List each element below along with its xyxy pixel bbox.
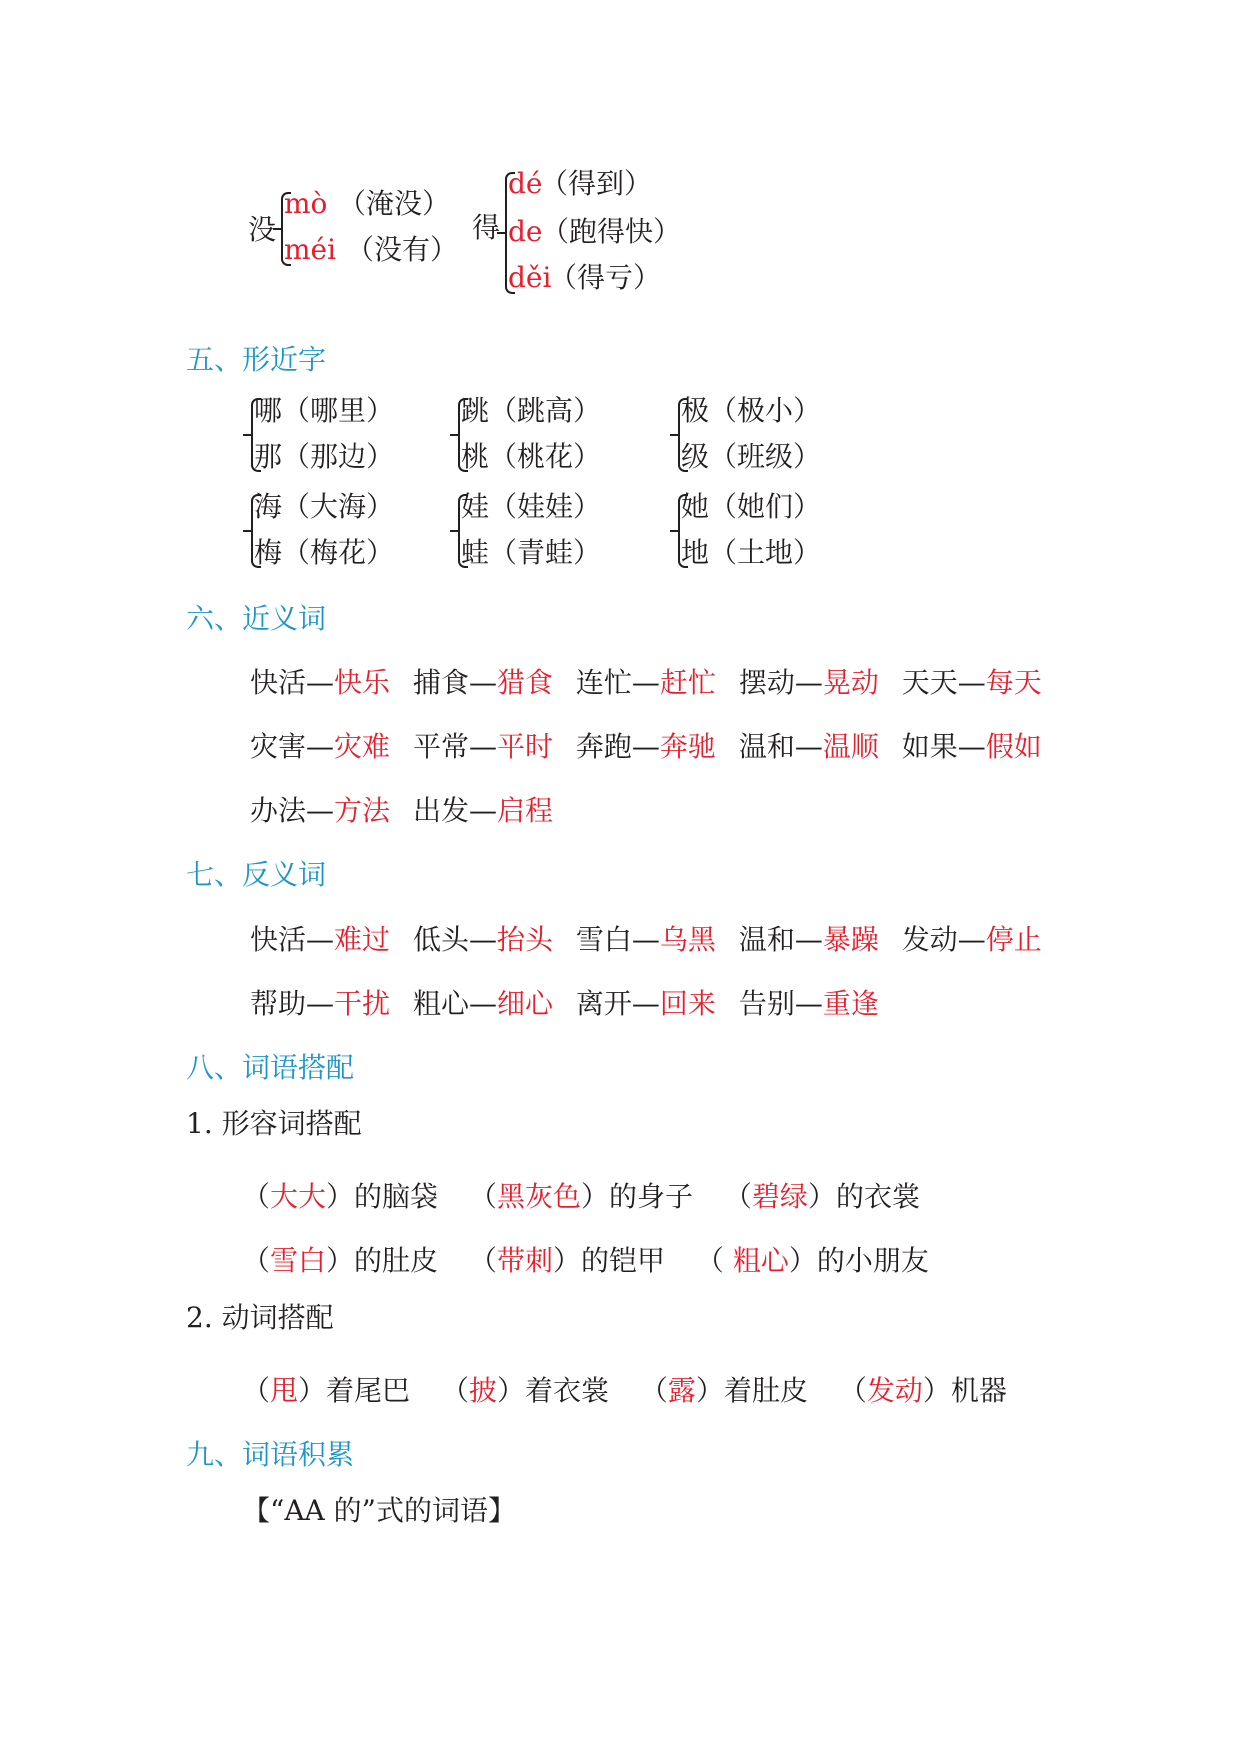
word-pair xyxy=(902,661,1042,701)
answer: 晃动 xyxy=(822,666,879,699)
answer: 干扰 xyxy=(334,987,391,1020)
collocation: （发动）机器 xyxy=(838,1374,1007,1407)
word: 如果— xyxy=(901,730,986,763)
similar-char-item: 蛙（青蛙） xyxy=(461,536,602,569)
word: 出发— xyxy=(412,794,497,827)
answer: 乌黑 xyxy=(659,923,716,956)
similar-char-item: 她（她们） xyxy=(681,490,822,523)
synonym-row xyxy=(250,661,1056,701)
collocation: （露）着肚皮 xyxy=(639,1374,808,1407)
word-pair xyxy=(250,982,390,1022)
word: 平常— xyxy=(412,730,497,763)
similar-char-item: 跳（跳高） xyxy=(461,394,602,427)
similar-char-item: 级（班级） xyxy=(681,440,822,473)
collocation: （大大）的脑袋 xyxy=(242,1180,439,1213)
synonym-row xyxy=(250,725,1056,765)
collocation: （碧绿）的衣裳 xyxy=(723,1180,920,1213)
collocation-row xyxy=(242,1239,943,1279)
answer: 披 xyxy=(468,1374,497,1407)
similar-char-item: 那（那边） xyxy=(254,440,395,473)
polyphone-char-de: 得 xyxy=(472,211,501,244)
word-pair xyxy=(413,918,553,958)
similar-char-item: 梅（梅花） xyxy=(254,536,395,569)
word-pair xyxy=(250,918,390,958)
example-word: （得到） xyxy=(540,167,653,200)
section-title: 九、词语积累 xyxy=(186,1438,355,1471)
section-title: 六、近义词 xyxy=(186,602,327,635)
similar-char-item: 极（极小） xyxy=(681,394,822,427)
answer: 每天 xyxy=(985,666,1042,699)
collocation: （甩）着尾巴 xyxy=(242,1374,411,1407)
answer: 停止 xyxy=(985,923,1042,956)
answer: 露 xyxy=(667,1374,696,1407)
word: 连忙— xyxy=(575,666,660,699)
word: 低头— xyxy=(412,923,497,956)
answer: 发动 xyxy=(866,1374,923,1407)
collocation-row xyxy=(242,1369,1021,1409)
word: 温和— xyxy=(738,730,823,763)
answer: 灾难 xyxy=(334,730,391,763)
answer: 带刺 xyxy=(496,1244,553,1277)
collocation: （带刺）的铠甲 xyxy=(468,1244,665,1277)
subsection-title: 2. 动词搭配 xyxy=(186,1301,334,1334)
word-pair xyxy=(576,661,716,701)
similar-char-item: 娃（娃娃） xyxy=(461,490,602,523)
word: 快活— xyxy=(250,923,335,956)
similar-char-item: 哪（哪里） xyxy=(254,394,395,427)
subsection-title: 【“AA 的”式的词语】 xyxy=(242,1494,516,1527)
word-pair xyxy=(250,725,390,765)
word-pair xyxy=(413,982,553,1022)
section-title: 五、形近字 xyxy=(186,343,327,376)
answer: 重逢 xyxy=(822,987,879,1020)
word-pair xyxy=(902,918,1042,958)
answer: 快乐 xyxy=(334,666,391,699)
collocation: （ 粗心）的小朋友 xyxy=(695,1244,929,1277)
answer: 假如 xyxy=(985,730,1042,763)
collocation: （雪白）的肚皮 xyxy=(242,1244,439,1277)
example-word: （得亏） xyxy=(549,261,662,294)
answer: 温顺 xyxy=(822,730,879,763)
similar-char-item: 地（土地） xyxy=(681,536,822,569)
subsection-title: 1. 形容词搭配 xyxy=(186,1107,362,1140)
collocation: （披）着衣裳 xyxy=(440,1374,609,1407)
answer: 平时 xyxy=(496,730,553,763)
word-pair xyxy=(250,661,390,701)
word: 温和— xyxy=(738,923,823,956)
pinyin: děi xyxy=(508,261,552,294)
answer: 雪白 xyxy=(270,1244,327,1277)
answer: 启程 xyxy=(496,794,553,827)
word: 办法— xyxy=(250,794,335,827)
answer: 黑灰色 xyxy=(496,1180,581,1213)
section-title: 八、词语搭配 xyxy=(186,1051,355,1084)
word-pair xyxy=(413,661,553,701)
word: 奔跑— xyxy=(575,730,660,763)
answer: 回来 xyxy=(659,987,716,1020)
word-pair xyxy=(739,661,879,701)
collocation: （黑灰色）的身子 xyxy=(468,1180,693,1213)
answer: 细心 xyxy=(496,987,553,1020)
answer: 抬头 xyxy=(496,923,553,956)
word: 快活— xyxy=(250,666,335,699)
answer: 暴躁 xyxy=(822,923,879,956)
word-pair xyxy=(576,918,716,958)
word-pair xyxy=(576,982,716,1022)
word-pair xyxy=(739,918,879,958)
word: 灾害— xyxy=(250,730,335,763)
pinyin: mò xyxy=(284,187,328,220)
word-pair xyxy=(902,725,1042,765)
similar-char-item: 海（大海） xyxy=(254,490,395,523)
word-pair xyxy=(739,725,879,765)
answer: 奔驰 xyxy=(659,730,716,763)
example-word: （没有） xyxy=(346,233,459,266)
answer: 粗心 xyxy=(732,1244,789,1277)
word: 雪白— xyxy=(575,923,660,956)
word-pair xyxy=(413,789,553,829)
word: 摆动— xyxy=(738,666,823,699)
synonym-row xyxy=(250,789,567,829)
word: 帮助— xyxy=(250,987,335,1020)
pinyin: méi xyxy=(284,233,337,266)
answer: 大大 xyxy=(270,1180,327,1213)
answer: 碧绿 xyxy=(751,1180,808,1213)
similar-char-item: 桃（桃花） xyxy=(461,440,602,473)
collocation-row xyxy=(242,1175,934,1215)
word-pair xyxy=(576,725,716,765)
answer: 赶忙 xyxy=(659,666,716,699)
polyphone-char-mo: 没 xyxy=(248,213,277,246)
example-word: （淹没） xyxy=(338,187,451,220)
section-title: 七、反义词 xyxy=(186,858,327,891)
answer: 难过 xyxy=(334,923,391,956)
pinyin: de xyxy=(508,215,543,248)
answer: 甩 xyxy=(270,1374,299,1407)
example-word: （跑得快） xyxy=(541,215,682,248)
word: 离开— xyxy=(575,987,660,1020)
word: 天天— xyxy=(901,666,986,699)
pinyin: dé xyxy=(508,167,543,200)
word-pair xyxy=(413,725,553,765)
word: 发动— xyxy=(901,923,986,956)
word: 粗心— xyxy=(412,987,497,1020)
word: 捕食— xyxy=(412,666,497,699)
antonym-row xyxy=(250,918,1056,958)
antonym-row xyxy=(250,982,893,1022)
word-pair xyxy=(739,982,879,1022)
word-pair xyxy=(250,789,390,829)
word: 告别— xyxy=(738,987,823,1020)
answer: 方法 xyxy=(334,794,391,827)
answer: 猎食 xyxy=(496,666,553,699)
